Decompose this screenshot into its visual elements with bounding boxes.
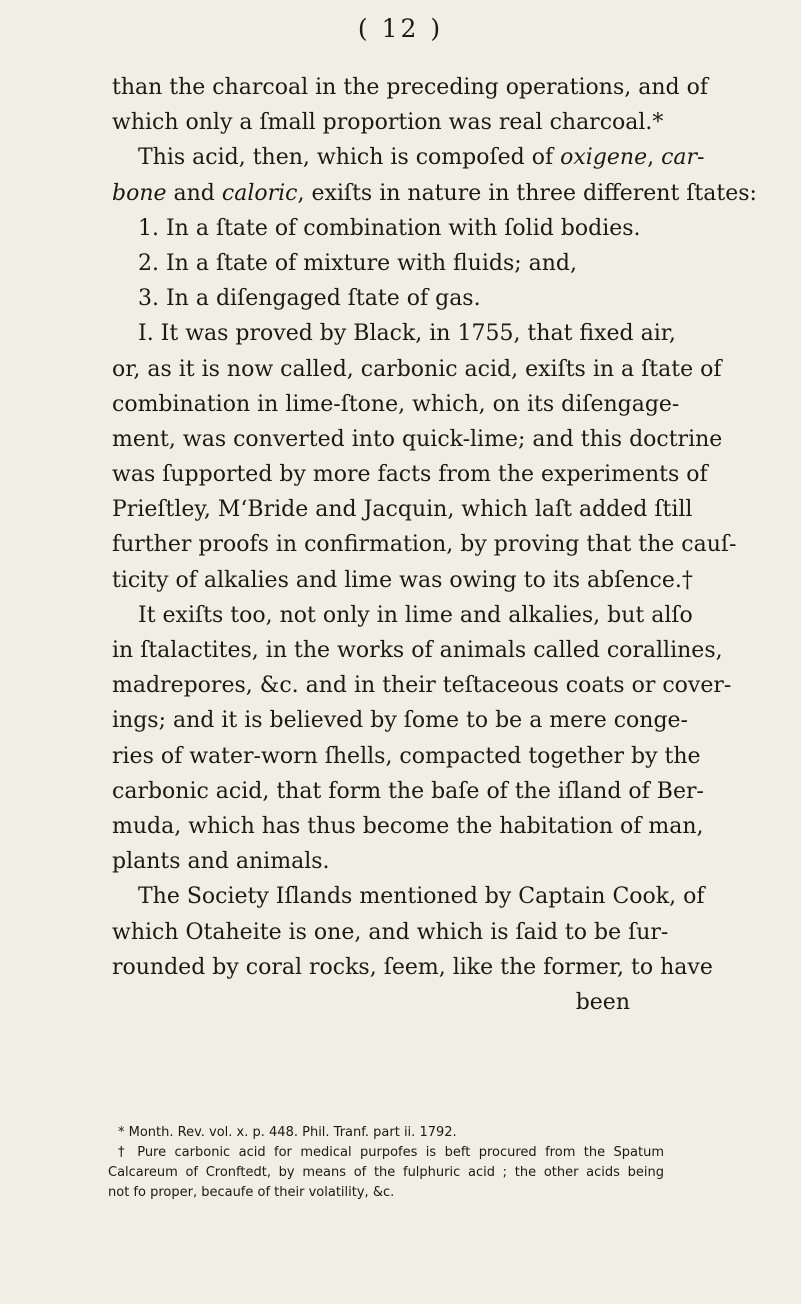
text-line: ment, was converted into quick-lime; and this doctrine [112, 426, 723, 452]
page-number: ( 12 ) [357, 14, 444, 43]
text-line: 2. In a ſtate of mixture with fluids; and, [138, 250, 578, 276]
text-line: ries of water-worn ſhells, compacted together by the [112, 743, 701, 769]
text-line: 3. In a diſengaged ſtate of gas. [138, 286, 481, 312]
text-line: Prieſtley, M‘Bride and Jacquin, which laſt added ſtill [112, 497, 693, 523]
text-line: which Otaheite is one, and which is ſaid to be ſur- [112, 919, 669, 945]
text-line: muda, which has thus become the habitation of man, [112, 813, 704, 839]
footnote: † Pure carbonic acid for medical purpofes is beft procured from the Spatum [118, 1145, 664, 1160]
text-line: 1. In a ſtate of combination with ſolid bodies. [138, 215, 641, 241]
text-line: I. It was proved by Black, in 1755, that fixed air, [138, 321, 676, 347]
text-line: This acid, then, which is compoſed of oxigene, car- [138, 145, 705, 171]
footnote-continuation: not fo proper, becaufe of their volatility, &c. [108, 1185, 395, 1200]
text-line: was ſupported by more facts from the experiments of [112, 462, 708, 488]
text-line: plants and animals. [112, 849, 330, 875]
text-line: than the charcoal in the preceding operations, and of [112, 75, 708, 100]
text-line: The Society Iſlands mentioned by Captain Cook, of [138, 884, 705, 910]
text-line: ings; and it is believed by ſome to be a mere conge- [112, 708, 688, 734]
text-line: bone and caloric, exiſts in nature in three different ſtates: [112, 180, 757, 206]
text-line: carbonic acid, that form the baſe of the iſland of Ber- [112, 778, 704, 804]
text-line: combination in lime-ſtone, which, on its diſengage- [112, 391, 680, 417]
text-line: which only a ſmall proportion was real charcoal.* [112, 110, 664, 136]
body-text [112, 70, 757, 1020]
text-line: rounded by coral rocks, ſeem, like the former, to have [112, 954, 713, 980]
text-line: madrepores, &c. and in their teſtaceous coats or cover- [112, 673, 732, 699]
text-line: further proofs in confirmation, by proving that the cauſ- [112, 532, 737, 558]
text-line: ticity of alkalies and lime was owing to its abſence.† [112, 567, 693, 593]
footnote: * Month. Rev. vol. x. p. 448. Phil. Tranf. part ii. 1792. [118, 1125, 457, 1140]
footnotes [108, 1123, 664, 1203]
text-line: in ſtalactites, in the works of animals called corallines, [112, 638, 723, 663]
footnote-continuation: Calcareum of Cronftedt, by means of the fulphuric acid ; the other acids being [108, 1165, 664, 1180]
text-line: It exiſts too, not only in lime and alkalies, but alſo [138, 602, 693, 628]
text-line: or, as it is now called, carbonic acid, exiſts in a ſtate of [112, 356, 722, 382]
catchword: been [575, 989, 630, 1015]
